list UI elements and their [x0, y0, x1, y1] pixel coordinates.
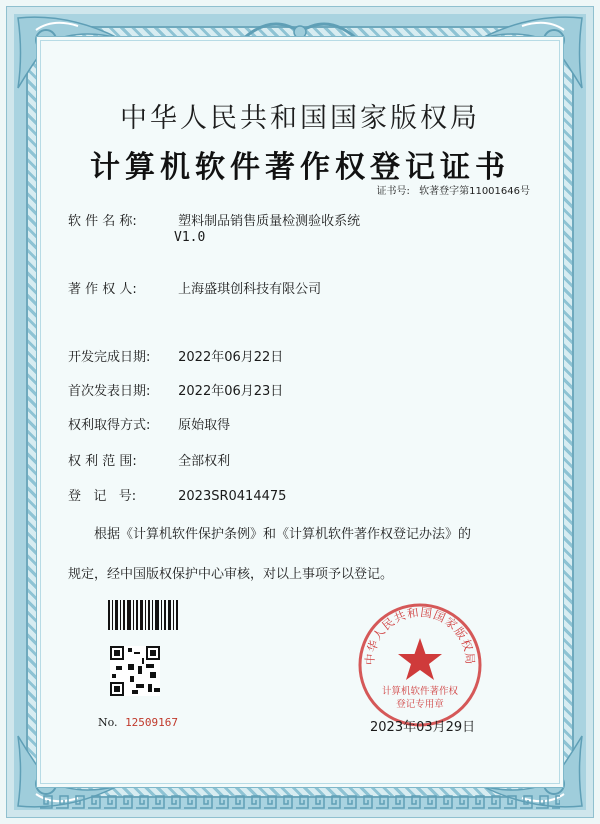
field-value: 上海盛琪创科技有限公司: [178, 282, 322, 297]
software-version: V1.0: [174, 230, 206, 245]
certificate-number-label: 证书号:: [376, 186, 410, 197]
field-software-name: [68, 210, 360, 229]
field-copyright-owner: [68, 278, 321, 297]
certificate-number-value: 软著登字第11001646号: [419, 186, 530, 197]
field-first-publish-date: [68, 380, 283, 399]
field-value: 2022年06月22日: [178, 350, 284, 365]
serial-value: 12509167: [125, 716, 179, 729]
field-label: 开发完成日期:: [68, 350, 151, 365]
seal-outer-text: 中华人民共和国国家版权局: [362, 605, 478, 666]
field-label: 权 利 范 围:: [68, 454, 137, 469]
bottom-meander-pattern: [40, 794, 560, 810]
legal-basis-line-1: 根据《计算机软件保护条例》和《计算机软件著作权登记办法》的: [94, 527, 472, 542]
field-label: 权利取得方式:: [68, 418, 151, 433]
serial-label: No.: [98, 716, 118, 729]
field-label: 软 件 名 称:: [68, 214, 137, 229]
field-acquisition-method: [68, 414, 230, 433]
official-seal: [355, 600, 485, 730]
certificate-title: 计算机软件著作权登记证书: [90, 150, 510, 185]
field-registration-no: [68, 485, 286, 504]
field-value: 塑料制品销售质量检测验收系统: [178, 214, 361, 229]
field-value: 全部权利: [178, 454, 231, 469]
issue-date: 2023年03月29日: [370, 720, 476, 735]
barcode: [108, 600, 178, 630]
field-label: 登 记 号:: [68, 489, 137, 504]
seal-star-icon: [398, 638, 442, 680]
field-value: 2023SR0414475: [178, 489, 287, 504]
field-rights-scope: [68, 450, 230, 469]
field-label: 著 作 权 人:: [68, 282, 137, 297]
serial-number: [98, 716, 178, 729]
qr-code: [110, 646, 160, 696]
field-label: 首次发表日期:: [68, 384, 151, 399]
legal-basis-line-2: 规定，经中国版权保护中心审核，对以上事项予以登记。: [68, 567, 394, 582]
issuer-title: 中华人民共和国国家版权局: [120, 103, 480, 134]
seal-line-1: 计算机软件著作权: [381, 686, 459, 697]
certificate-number: [377, 182, 530, 197]
seal-line-2: 登记专用章: [396, 699, 444, 710]
field-completion-date: [68, 346, 283, 365]
field-value: 原始取得: [178, 418, 231, 433]
field-value: 2022年06月23日: [178, 384, 284, 399]
